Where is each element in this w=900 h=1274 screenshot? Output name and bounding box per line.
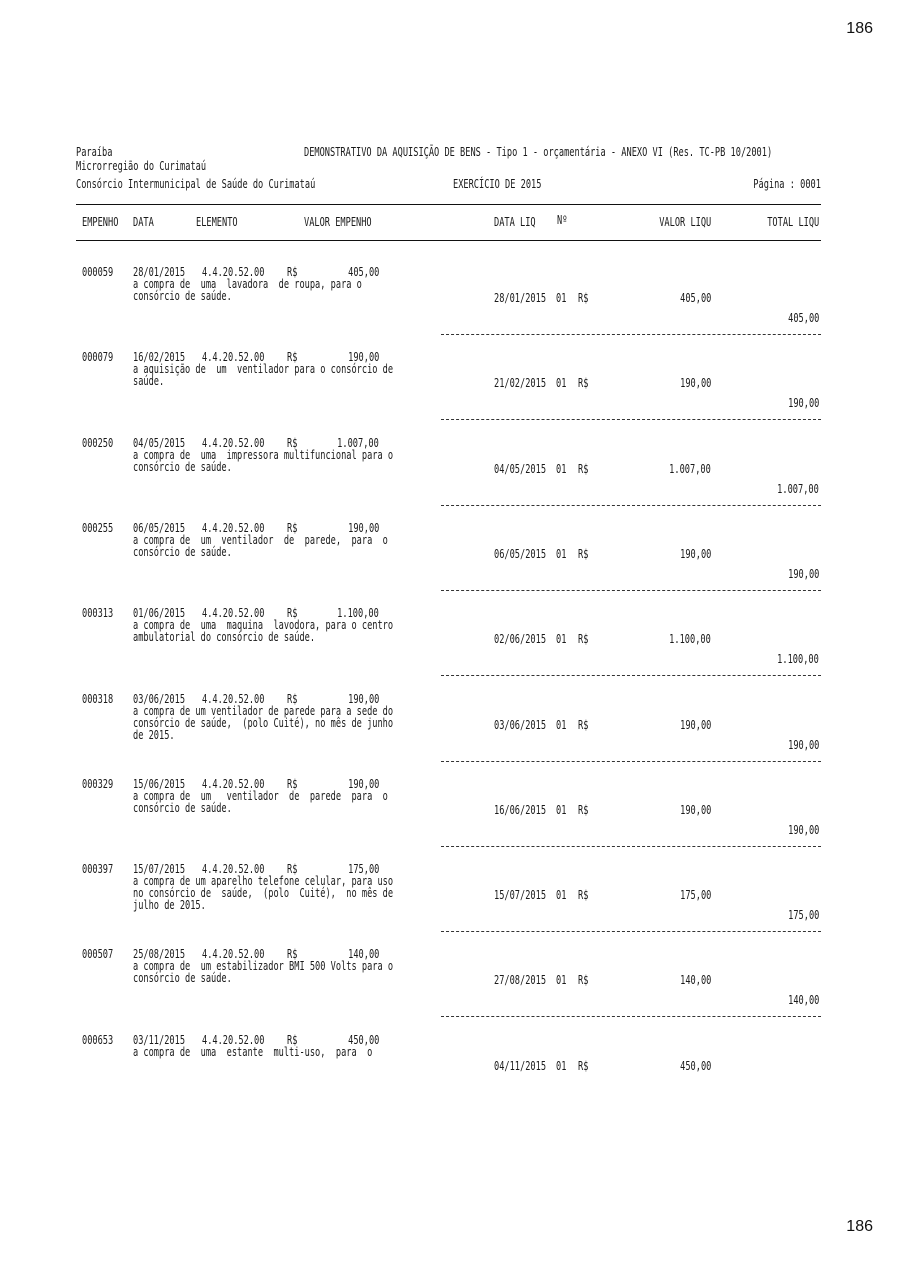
description-line: a compra de um estabilizador BMI 500 Volts para o	[133, 959, 394, 974]
empenho-date: 25/08/2015	[133, 947, 186, 962]
empenho-date: 06/05/2015	[133, 520, 186, 535]
entry-separator	[441, 931, 821, 932]
currency-label: R$	[287, 776, 298, 791]
liquidation-number: 01	[556, 888, 567, 903]
liq-currency-label: R$	[578, 632, 589, 647]
empenho-date: 03/06/2015	[133, 691, 186, 706]
total-liquidado: 190,00	[787, 566, 819, 581]
col-valor-liqu: VALOR LIQU	[658, 215, 711, 229]
elemento-code: 4.4.20.52.00	[202, 862, 265, 877]
entry-separator	[441, 419, 821, 420]
liq-currency-label: R$	[578, 888, 589, 903]
liquidation-date: 16/06/2015	[494, 802, 547, 817]
header-rule-bottom	[76, 240, 821, 241]
liq-currency-label: R$	[578, 802, 589, 817]
liquidation-number: 01	[556, 546, 567, 561]
description-line: a aquisição de um ventilador para o consórcio de	[133, 362, 394, 377]
header-entity: Consórcio Intermunicipal de Saúde do Curimataú	[76, 177, 316, 191]
liquidation-date: 15/07/2015	[494, 888, 547, 903]
header-rule-top	[76, 204, 821, 205]
empenho-date: 16/02/2015	[133, 350, 186, 365]
empenho-date: 15/07/2015	[133, 862, 186, 877]
description-line: consórcio de saúde.	[133, 459, 232, 474]
list-item	[76, 266, 821, 354]
liquidation-date: 04/11/2015	[494, 1058, 547, 1073]
list-item	[76, 1034, 821, 1122]
col-valor-empenho: VALOR EMPENHO	[304, 215, 372, 229]
total-liquidado: 190,00	[787, 737, 819, 752]
entry-separator	[441, 505, 821, 506]
list-item	[76, 863, 821, 951]
description-line: a compra de uma estante multi-uso, para o	[133, 1044, 373, 1059]
currency-label: R$	[287, 1032, 298, 1047]
description-line: consórcio de saúde.	[133, 971, 232, 986]
liq-currency-label: R$	[578, 291, 589, 305]
description-line: ambulatorial do consórcio de saúde.	[133, 630, 316, 645]
entry-separator	[441, 590, 821, 591]
empenho-number: 000079	[82, 350, 114, 365]
valor-liquidado: 190,00	[679, 546, 711, 561]
elemento-code: 4.4.20.52.00	[202, 1032, 265, 1047]
entry-separator	[441, 334, 821, 335]
col-elemento: ELEMENTO	[196, 215, 238, 229]
currency-label: R$	[287, 691, 298, 706]
list-item	[76, 522, 821, 610]
empenho-number: 000653	[82, 1032, 114, 1047]
header-exercise: EXERCÍCIO DE 2015	[453, 177, 542, 191]
empenho-number: 000329	[82, 776, 114, 791]
valor-empenho: 190,00	[347, 350, 379, 365]
liq-currency-label: R$	[578, 546, 589, 561]
liquidation-number: 01	[556, 376, 567, 391]
valor-liquidado: 450,00	[679, 1058, 711, 1073]
total-liquidado: 175,00	[787, 908, 819, 923]
header-page: Página : 0001	[753, 177, 821, 191]
empenho-date: 04/05/2015	[133, 435, 186, 450]
report-title: DEMONSTRATIVO DA AQUISIÇÃO DE BENS - Tipo 1 - orçamentária - ANEXO VI (Res. TC-PB 10/2001)	[304, 145, 773, 159]
currency-label: R$	[287, 947, 298, 962]
valor-liquidado: 175,00	[679, 888, 711, 903]
description-line: a compra de uma maquina lavodora, para o centro	[133, 618, 394, 633]
liquidation-date: 02/06/2015	[494, 632, 547, 647]
elemento-code: 4.4.20.52.00	[202, 520, 265, 535]
description-line: a compra de um ventilador de parede, para o	[133, 532, 388, 547]
header-state: Paraíba	[76, 145, 113, 159]
liq-currency-label: R$	[578, 376, 589, 391]
description-line: a compra de uma impressora multifuncional para o	[133, 447, 394, 462]
liquidation-number: 01	[556, 291, 567, 305]
empenho-number: 000318	[82, 691, 114, 706]
entry-separator	[441, 675, 821, 676]
entry-separator	[441, 846, 821, 847]
empenho-date: 15/06/2015	[133, 776, 186, 791]
description-line: a compra de um ventilador de parede para o	[133, 788, 388, 803]
empenho-date: 28/01/2015	[133, 265, 186, 279]
currency-label: R$	[287, 520, 298, 535]
elemento-code: 4.4.20.52.00	[202, 435, 265, 450]
valor-liquidado: 140,00	[679, 973, 711, 988]
list-item	[76, 948, 821, 1036]
liquidation-number: 01	[556, 632, 567, 647]
liquidation-date: 27/08/2015	[494, 973, 547, 988]
valor-empenho: 1.100,00	[337, 606, 379, 621]
header-region: Microrregião do Curimataú	[76, 159, 207, 173]
total-liquidado: 140,00	[787, 993, 819, 1008]
page-number-bottom: 186	[846, 1218, 873, 1235]
currency-label: R$	[287, 435, 298, 450]
liquidation-number: 01	[556, 717, 567, 732]
empenho-number: 000397	[82, 862, 114, 877]
valor-liquidado: 190,00	[679, 376, 711, 391]
liq-currency-label: R$	[578, 461, 589, 476]
description-line: no consórcio de saúde, (polo Cuité), no mês de	[133, 886, 394, 901]
list-item	[76, 607, 821, 695]
liquidation-number: 01	[556, 1058, 567, 1073]
empenho-date: 01/06/2015	[133, 606, 186, 621]
liq-currency-label: R$	[578, 1058, 589, 1073]
description-line: a compra de um ventilador de parede para a sede do	[133, 703, 394, 718]
description-line: a compra de um aparelho telefone celular, para uso	[133, 874, 394, 889]
col-data-liq: DATA LIQ	[494, 215, 536, 229]
elemento-code: 4.4.20.52.00	[202, 265, 265, 279]
elemento-code: 4.4.20.52.00	[202, 776, 265, 791]
liquidation-date: 04/05/2015	[494, 461, 547, 476]
empenho-number: 000507	[82, 947, 114, 962]
valor-empenho: 1.007,00	[337, 435, 379, 450]
description-line: consórcio de saúde.	[133, 289, 232, 303]
liquidation-number: 01	[556, 461, 567, 476]
valor-empenho: 190,00	[347, 691, 379, 706]
total-liquidado: 190,00	[787, 396, 819, 411]
total-liquidado: 190,00	[787, 822, 819, 837]
description-line: consórcio de saúde.	[133, 544, 232, 559]
entry-separator	[441, 761, 821, 762]
empenho-date: 03/11/2015	[133, 1032, 186, 1047]
col-numero: Nº	[557, 213, 568, 227]
entry-separator	[441, 1016, 821, 1017]
valor-liquidado: 190,00	[679, 802, 711, 817]
description-line: consórcio de saúde, (polo Cuité), no mês de junho	[133, 715, 394, 730]
total-liquidado: 405,00	[787, 311, 819, 325]
total-liquidado: 1.100,00	[777, 652, 819, 667]
liquidation-date: 28/01/2015	[494, 291, 547, 305]
currency-label: R$	[287, 862, 298, 877]
currency-label: R$	[287, 265, 298, 279]
currency-label: R$	[287, 606, 298, 621]
list-item	[76, 437, 821, 525]
description-line: de 2015.	[133, 727, 175, 742]
col-total-liqu: TOTAL LIQU	[766, 215, 819, 229]
valor-empenho: 175,00	[347, 862, 379, 877]
liquidation-date: 21/02/2015	[494, 376, 547, 391]
description-line: julho de 2015.	[133, 898, 206, 913]
elemento-code: 4.4.20.52.00	[202, 606, 265, 621]
empenho-number: 000255	[82, 520, 114, 535]
valor-empenho: 190,00	[347, 776, 379, 791]
valor-empenho: 405,00	[347, 265, 379, 279]
col-data: DATA	[133, 215, 154, 229]
list-item	[76, 693, 821, 781]
empenho-number: 000313	[82, 606, 114, 621]
liquidation-number: 01	[556, 973, 567, 988]
description-line: a compra de uma lavadora de roupa, para o	[133, 277, 362, 291]
liquidation-date: 03/06/2015	[494, 717, 547, 732]
liq-currency-label: R$	[578, 973, 589, 988]
page-number-top: 186	[846, 20, 873, 37]
valor-empenho: 140,00	[347, 947, 379, 962]
elemento-code: 4.4.20.52.00	[202, 350, 265, 365]
empenho-number: 000059	[82, 265, 114, 279]
liq-currency-label: R$	[578, 717, 589, 732]
elemento-code: 4.4.20.52.00	[202, 947, 265, 962]
list-item	[76, 778, 821, 866]
valor-liquidado: 405,00	[679, 291, 711, 305]
valor-liquidado: 1.100,00	[669, 632, 711, 647]
col-empenho: EMPENHO	[82, 215, 119, 229]
liquidation-date: 06/05/2015	[494, 546, 547, 561]
elemento-code: 4.4.20.52.00	[202, 691, 265, 706]
valor-empenho: 450,00	[347, 1032, 379, 1047]
empenho-number: 000250	[82, 435, 114, 450]
list-item	[76, 351, 821, 439]
valor-liquidado: 190,00	[679, 717, 711, 732]
total-liquidado: 1.007,00	[777, 481, 819, 496]
currency-label: R$	[287, 350, 298, 365]
valor-liquidado: 1.007,00	[669, 461, 711, 476]
liquidation-number: 01	[556, 802, 567, 817]
description-line: consórcio de saúde.	[133, 800, 232, 815]
valor-empenho: 190,00	[347, 520, 379, 535]
description-line: saúde.	[133, 374, 165, 389]
